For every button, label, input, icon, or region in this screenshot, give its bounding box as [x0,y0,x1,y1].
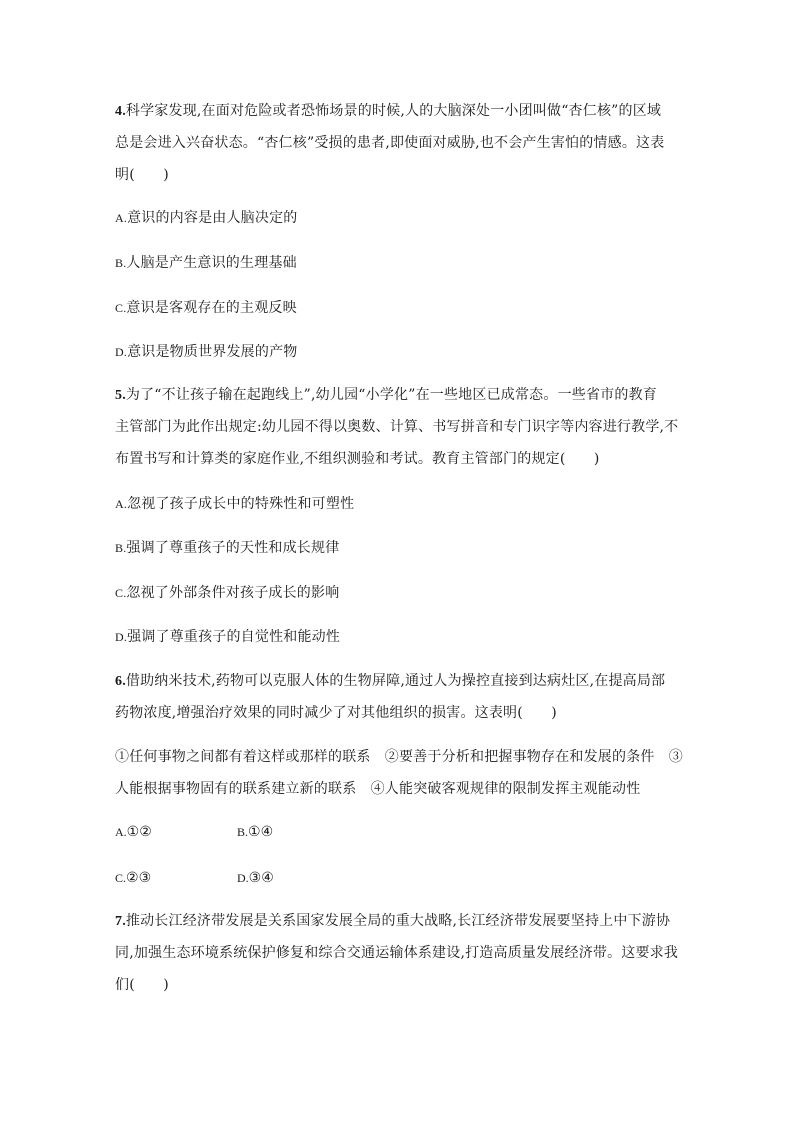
question-6-number: 6. [115,674,126,689]
question-6-statements-line-1: ①任何事物之间都有着这样或那样的联系 ②要善于分析和把握事物存在和发展的条件 ③ [115,749,683,765]
question-5-stem-line-1: 5.为了“不让孩子输在起跑线上”,幼儿园“小学化”在一些地区已成常态。一些省市的教育 [115,387,657,403]
question-7-stem-line-1: 7.推动长江经济带发展是关系国家发展全局的重大战略,长江经济带发展要坚持上中下游协 [115,913,671,929]
question-4-stem-line-3: 明( ) [115,167,169,183]
question-5-stem-line-2: 主管部门为此作出规定:幼儿园不得以奥数、计算、书写拼音和专门识字等内容进行教学,不 [115,419,679,435]
question-4-number: 4. [115,104,126,119]
question-6-statements-line-2: 人能根据事物固有的联系建立新的联系 ④人能突破客观规律的限制发挥主观能动性 [115,781,641,797]
question-6-stem-line-2: 药物浓度,增强治疗效果的同时减少了对其他组织的损害。这表明( ) [115,705,557,721]
question-4-option-c: C.意识是客观存在的主观反映 [115,300,297,316]
question-7-stem-line-2: 同,加强生态环境系统保护修复和综合交通运输体系建设,打造高质量发展经济带。这要求我 [115,945,679,961]
question-4-stem-line-1: 4.科学家发现,在面对危险或者恐怖场景的时候,人的大脑深处一小团叫做“杏仁核”的区域 [115,103,662,119]
question-5-option-c: C.忽视了外部条件对孩子成长的影响 [115,585,340,601]
question-6-option-a: A.①② [115,824,152,840]
question-4-stem-line-2: 总是会进入兴奋状态。“杏仁核”受损的患者,即使面对威胁,也不会产生害怕的情感。这表 [115,135,665,151]
question-5-number: 5. [115,388,126,403]
question-5-stem-line-3: 布置书写和计算类的家庭作业,不组织测验和考试。教育主管部门的规定( ) [115,451,600,467]
question-7-stem-line-3: 们( ) [115,977,169,993]
question-6-option-c: C.②③ [115,870,152,886]
question-6-option-b: B.①④ [237,824,274,840]
question-5-option-d: D.强调了尊重孩子的自觉性和能动性 [115,629,341,645]
question-4-option-a: A.意识的内容是由人脑决定的 [115,210,298,226]
question-4-option-d: D.意识是物质世界发展的产物 [115,344,298,360]
question-7-number: 7. [115,914,126,929]
question-5-option-a: A.忽视了孩子成长中的特殊性和可塑性 [115,496,355,512]
question-5-option-b: B.强调了尊重孩子的天性和成长规律 [115,540,340,556]
question-6-option-d: D.③④ [237,870,274,886]
question-4-option-b: B.人脑是产生意识的生理基础 [115,255,297,271]
question-6-stem-line-1: 6.借助纳米技术,药物可以克服人体的生物屏障,通过人为操控直接到达病灶区,在提高局部 [115,673,666,689]
